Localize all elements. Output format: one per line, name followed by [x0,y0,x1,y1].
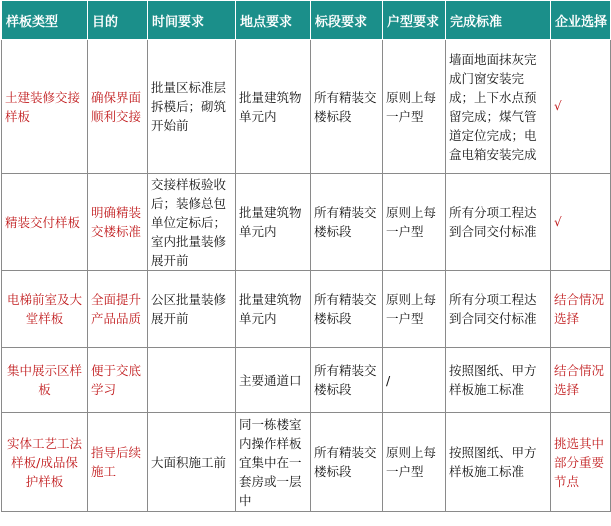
cell-time: 大面积施工前 [148,413,236,512]
cell-time [148,348,236,413]
header-standard: 完成标准 [446,1,551,40]
table-row [2,348,611,413]
cell-standard: 墙面地面抹灰完成门窗安装完成；上下水点预留完成；煤气管道定位完成；电盒电箱安装完成 [446,40,551,174]
cell-time: 公区批量装修展开前 [148,271,236,348]
cell-section: 所有精装交楼标段 [311,348,383,413]
cell-place: 批量建筑物单元内 [236,271,311,348]
header-purpose: 目的 [88,1,148,40]
cell-section: 所有精装交楼标段 [311,413,383,512]
cell-choice: √ [551,174,611,271]
cell-purpose: 确保界面顺利交接 [88,40,148,174]
cell-time: 批量区标准层拆模后；砌筑开始前 [148,40,236,174]
cell-choice: 挑选其中部分重要节点 [551,413,611,512]
cell-section: 所有精装交楼标段 [311,40,383,174]
cell-type: 精装交付样板 [2,174,88,271]
sample-board-table [1,0,611,512]
table-row [2,174,611,271]
table-row [2,40,611,174]
table-row [2,413,611,512]
cell-choice: 结合情况选择 [551,348,611,413]
header-unit: 户型要求 [383,1,446,40]
header-row [2,1,611,40]
table-row [2,271,611,348]
header-choice: 企业选择 [551,1,611,40]
cell-purpose: 便于交底学习 [88,348,148,413]
cell-unit: / [383,348,446,413]
header-place: 地点要求 [236,1,311,40]
cell-standard: 按照图纸、甲方样板施工标准 [446,348,551,413]
cell-place: 批量建筑物单元内 [236,40,311,174]
cell-choice: √ [551,40,611,174]
cell-purpose: 指导后续施工 [88,413,148,512]
header-type: 样板类型 [2,1,88,40]
cell-place: 同一栋楼室内操作样板宜集中在一套房或一层中 [236,413,311,512]
header-section: 标段要求 [311,1,383,40]
cell-purpose: 明确精装交楼标准 [88,174,148,271]
cell-unit: 原则上每一户型 [383,174,446,271]
cell-standard: 按照图纸、甲方样板施工标准 [446,413,551,512]
header-time: 时间要求 [148,1,236,40]
cell-type: 实体工艺工法样板/成品保护样板 [2,413,88,512]
cell-type: 集中展示区样板 [2,348,88,413]
cell-choice: 结合情况选择 [551,271,611,348]
cell-type: 电梯前室及大堂样板 [2,271,88,348]
cell-unit: 原则上每一户型 [383,40,446,174]
cell-time: 交接样板验收后；装修总包单位定标后；室内批量装修展开前 [148,174,236,271]
cell-place: 批量建筑物单元内 [236,174,311,271]
cell-standard: 所有分项工程达到合同交付标准 [446,271,551,348]
cell-type: 土建装修交接样板 [2,40,88,174]
cell-standard: 所有分项工程达到合同交付标准 [446,174,551,271]
cell-place: 主要通道口 [236,348,311,413]
cell-section: 所有精装交楼标段 [311,271,383,348]
cell-purpose: 全面提升产品品质 [88,271,148,348]
cell-unit: 原则上每一户型 [383,413,446,512]
cell-section: 所有精装交楼标段 [311,174,383,271]
cell-unit: 原则上每一户型 [383,271,446,348]
